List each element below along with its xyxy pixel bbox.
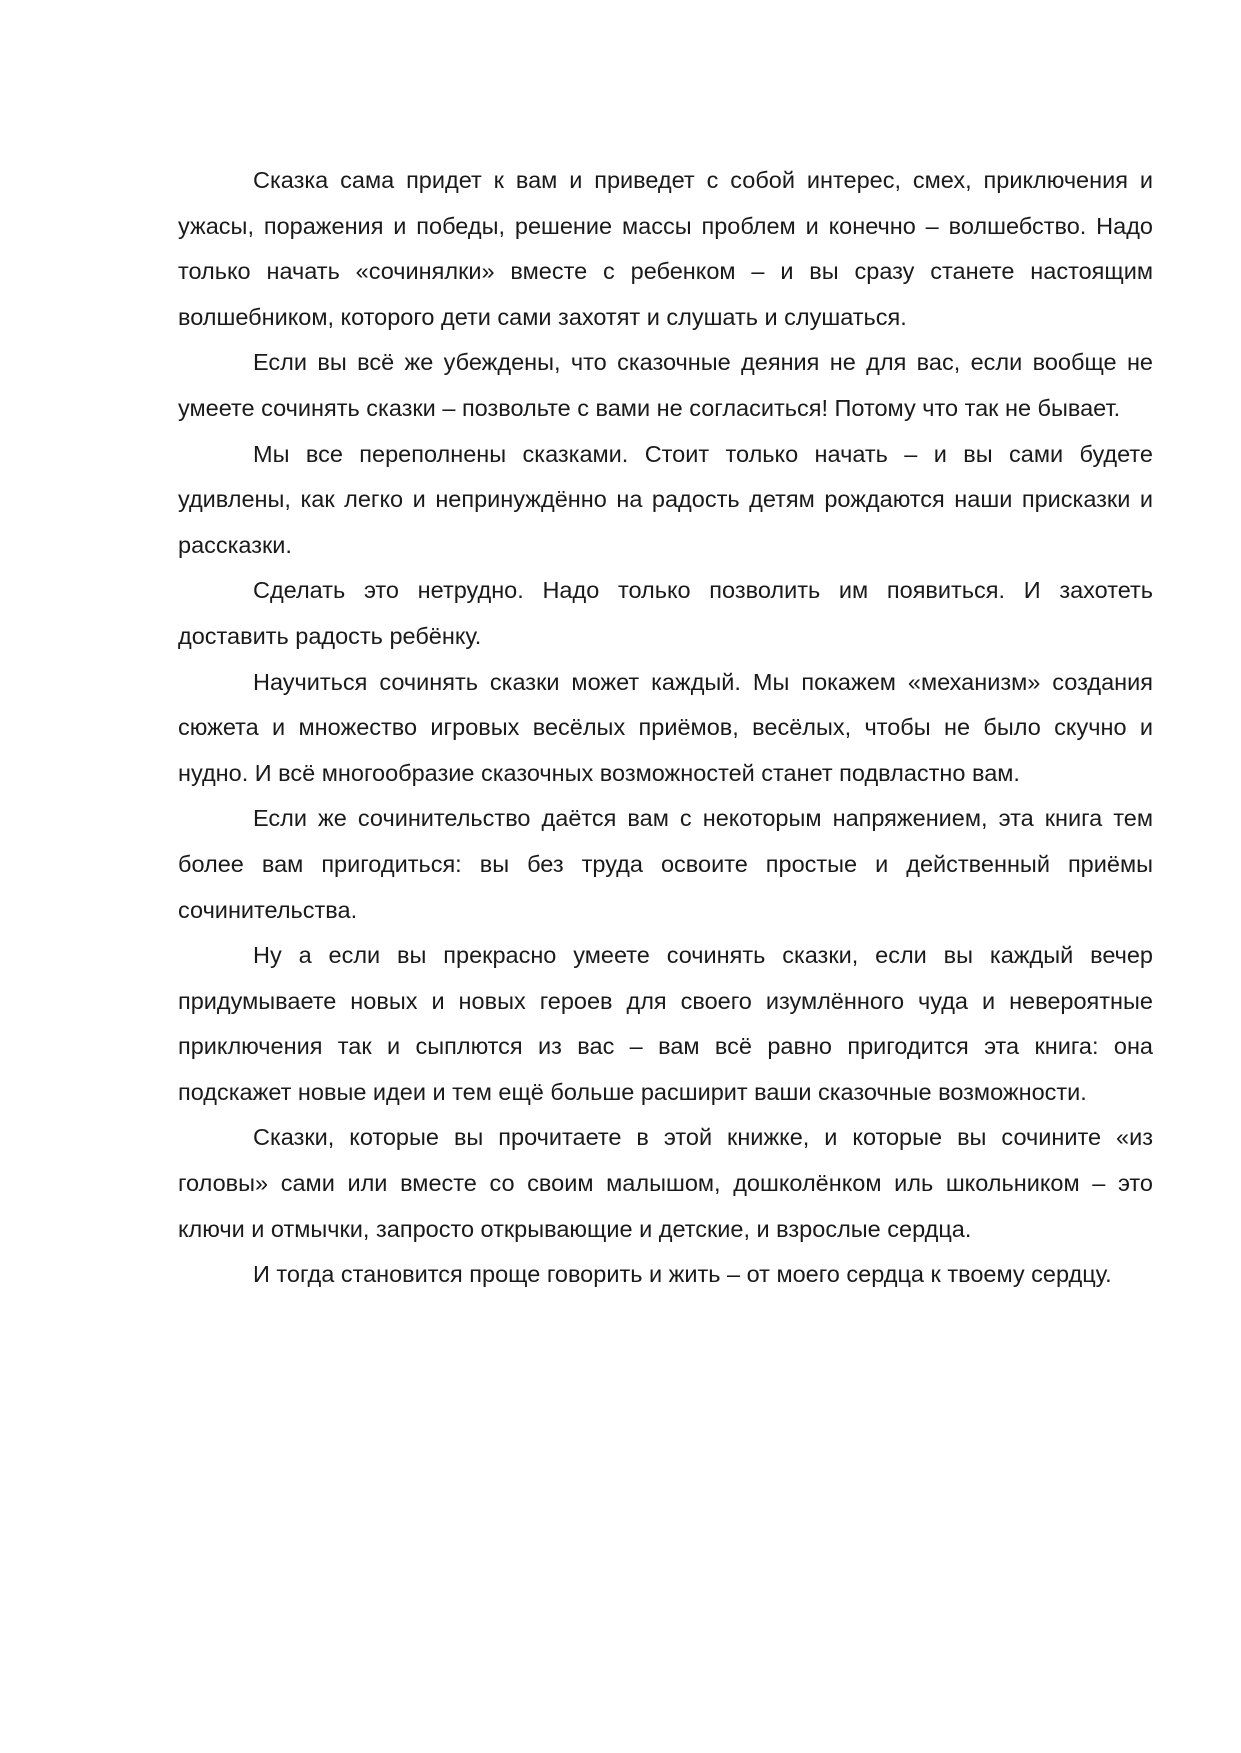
paragraph-8: Сказки, которые вы прочитаете в этой книжке, и которые вы сочините «из головы» сами или вместе со своим малышом, дошколёнком иль школьником – это ключи и отмычки, запросто открывающие и детские, и взрослые сердца. (178, 1124, 1153, 1242)
paragraph-1: Сказка сама придет к вам и приведет с собой интерес, смех, приключения и ужасы, поражения и победы, решение массы проблем и конечно – волшебство. Надо только начать «сочинялки» вместе с ребенком – и вы сразу станете настоящим волшебником, которого дети сами захотят и слушать и слушаться. (178, 167, 1153, 330)
paragraph-5: Научиться сочинять сказки может каждый. Мы покажем «механизм» создания сюжета и множество игровых весёлых приёмов, весёлых, чтобы не было скучно и нудно. И всё многообразие сказочных возможностей станет подвластно вам. (178, 668, 1153, 786)
paragraph-7: Ну а если вы прекрасно умеете сочинять сказки, если вы каждый вечер придумываете новых и новых героев для своего изумлённого чуда и невероятные приключения так и сыплются из вас – вам всё равно пригодится эта книга: она подскажет новые идеи и тем ещё больше расширит ваши сказочные возможности. (178, 942, 1153, 1105)
paragraph-6: Если же сочинительство даётся вам с некоторым напряжением, эта книга тем более вам пригодиться: вы без труда освоите простые и действенный приёмы сочинительства. (178, 805, 1153, 923)
paragraph-3: Мы все переполнены сказками. Стоит только начать – и вы сами будете удивлены, как легко и непринуждённо на радость детям рождаются наши присказки и рассказки. (178, 440, 1153, 558)
paragraph-2: Если вы всё же убеждены, что сказочные деяния не для вас, если вообще не умеете сочинять сказки – позвольте с вами не согласиться! Потому что так не бывает. (178, 349, 1153, 421)
paragraph-9: И тогда становится проще говорить и жить – от моего сердца к твоему сердцу. (253, 1261, 1112, 1288)
paragraph-4: Сделать это нетрудно. Надо только позволить им появиться. И захотеть доставить радость ребёнку. (178, 577, 1153, 649)
document-body (178, 158, 1153, 1298)
